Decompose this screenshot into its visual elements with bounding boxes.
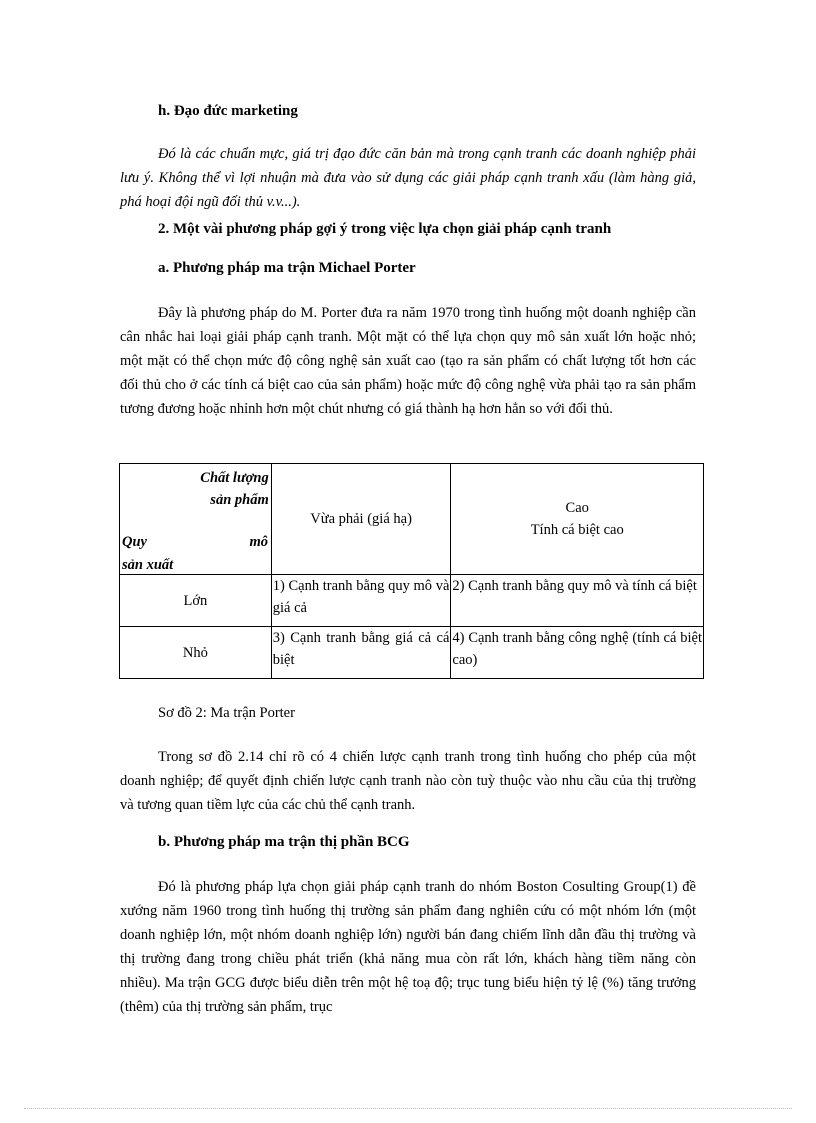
table-corner-cell: Chất lượng sản phẩm Quy mô sản xuất bbox=[120, 464, 272, 575]
corner-axis-quality: Chất lượng sản phẩm bbox=[200, 470, 269, 508]
heading-marketing-ethics: h. Đạo đức marketing bbox=[158, 103, 298, 119]
paragraph-bcg-matrix: Đó là phương pháp lựa chọn giải pháp cạnh tranh do nhóm Boston Cosulting Group(1) đề xướng năm 1960 trong tình huống thị trường sản phẩm đang nghiên cứu có một nhóm lớn (một doanh nghiệp lớn, một nhóm doanh nghiệp lớn) người bán đang chiếm lĩnh dẫn đầu thị trường và thị trường đang trong chiều phát triển (khả năng mua còn rất lớn, khách hàng tiềm năng còn nhiều). Ma trận GCG được biểu diễn trên một hệ toạ độ; trục tung biểu hiện tỷ lệ (%) tăng trưởng (thêm) của thị trường sản phẩm, trục bbox=[120, 879, 696, 1015]
page-bottom-divider bbox=[24, 1108, 792, 1109]
table-header-row bbox=[120, 464, 704, 575]
table-cell: 1) Cạnh tranh bằng quy mô và giá cả bbox=[271, 575, 451, 627]
heading-bcg-matrix: b. Phương pháp ma trận thị phần BCG bbox=[158, 834, 410, 850]
table-row bbox=[120, 627, 704, 679]
table-row bbox=[120, 575, 704, 627]
heading-porter-matrix: a. Phương pháp ma trận Michael Porter bbox=[158, 260, 416, 276]
heading-methods: 2. Một vài phương pháp gợi ý trong việc lựa chọn giải pháp cạnh tranh bbox=[158, 221, 612, 237]
paragraph-after-table: Trong sơ đồ 2.14 chỉ rõ có 4 chiến lược cạnh tranh trong tình huống cho phép của một doanh nghiệp; để quyết định chiến lược cạnh tranh nào còn tuỳ thuộc vào nhu cầu của thị trường và tương quan tiềm lực của các chủ thể cạnh tranh. bbox=[120, 749, 696, 813]
paragraph-porter-matrix: Đây là phương pháp do M. Porter đưa ra năm 1970 trong tình huống một doanh nghiệp cần cân nhắc hai loại giải pháp cạnh tranh. Một mặt có thể lựa chọn quy mô sản xuất lớn hoặc nhỏ; một mặt có thể chọn mức độ công nghệ sản xuất cao (tạo ra sản phẩm có chất lượng tốt hơn các đối thủ cho ở các tính cá biệt cao của sản phẩm) hoặc mức độ công nghệ vừa phải tạo ra sản phẩm tương đương hoặc nhỉnh hơn một chút nhưng có giá thành hạ hơn hẳn so với đối thủ. bbox=[120, 305, 696, 417]
table-cell: 4) Cạnh tranh bằng công nghệ (tính cá biệt cao) bbox=[451, 627, 704, 679]
table-caption: Sơ đồ 2: Ma trận Porter bbox=[158, 705, 295, 721]
paragraph-marketing-ethics: Đó là các chuẩn mực, giá trị đạo đức căn bản mà trong cạnh tranh các doanh nghiệp phải lưu ý. Không thể vì lợi nhuận mà đưa vào sử dụng các giải pháp cạnh tranh xấu (làm hàng giả, phá hoại đội ngũ đối thủ v.v...). bbox=[120, 146, 696, 210]
porter-matrix-table bbox=[119, 463, 704, 679]
table-cell: 3) Cạnh tranh bằng giá cả cá biệt bbox=[271, 627, 451, 679]
row-label: Lớn bbox=[120, 575, 272, 627]
column-header-moderate: Vừa phải (giá hạ) bbox=[271, 464, 451, 575]
column-header-high: Cao Tính cá biệt cao bbox=[451, 464, 704, 575]
row-label: Nhỏ bbox=[120, 627, 272, 679]
corner-axis-scale: Quy mô bbox=[122, 534, 268, 550]
table-cell: 2) Cạnh tranh bằng quy mô và tính cá biệt bbox=[451, 575, 704, 627]
